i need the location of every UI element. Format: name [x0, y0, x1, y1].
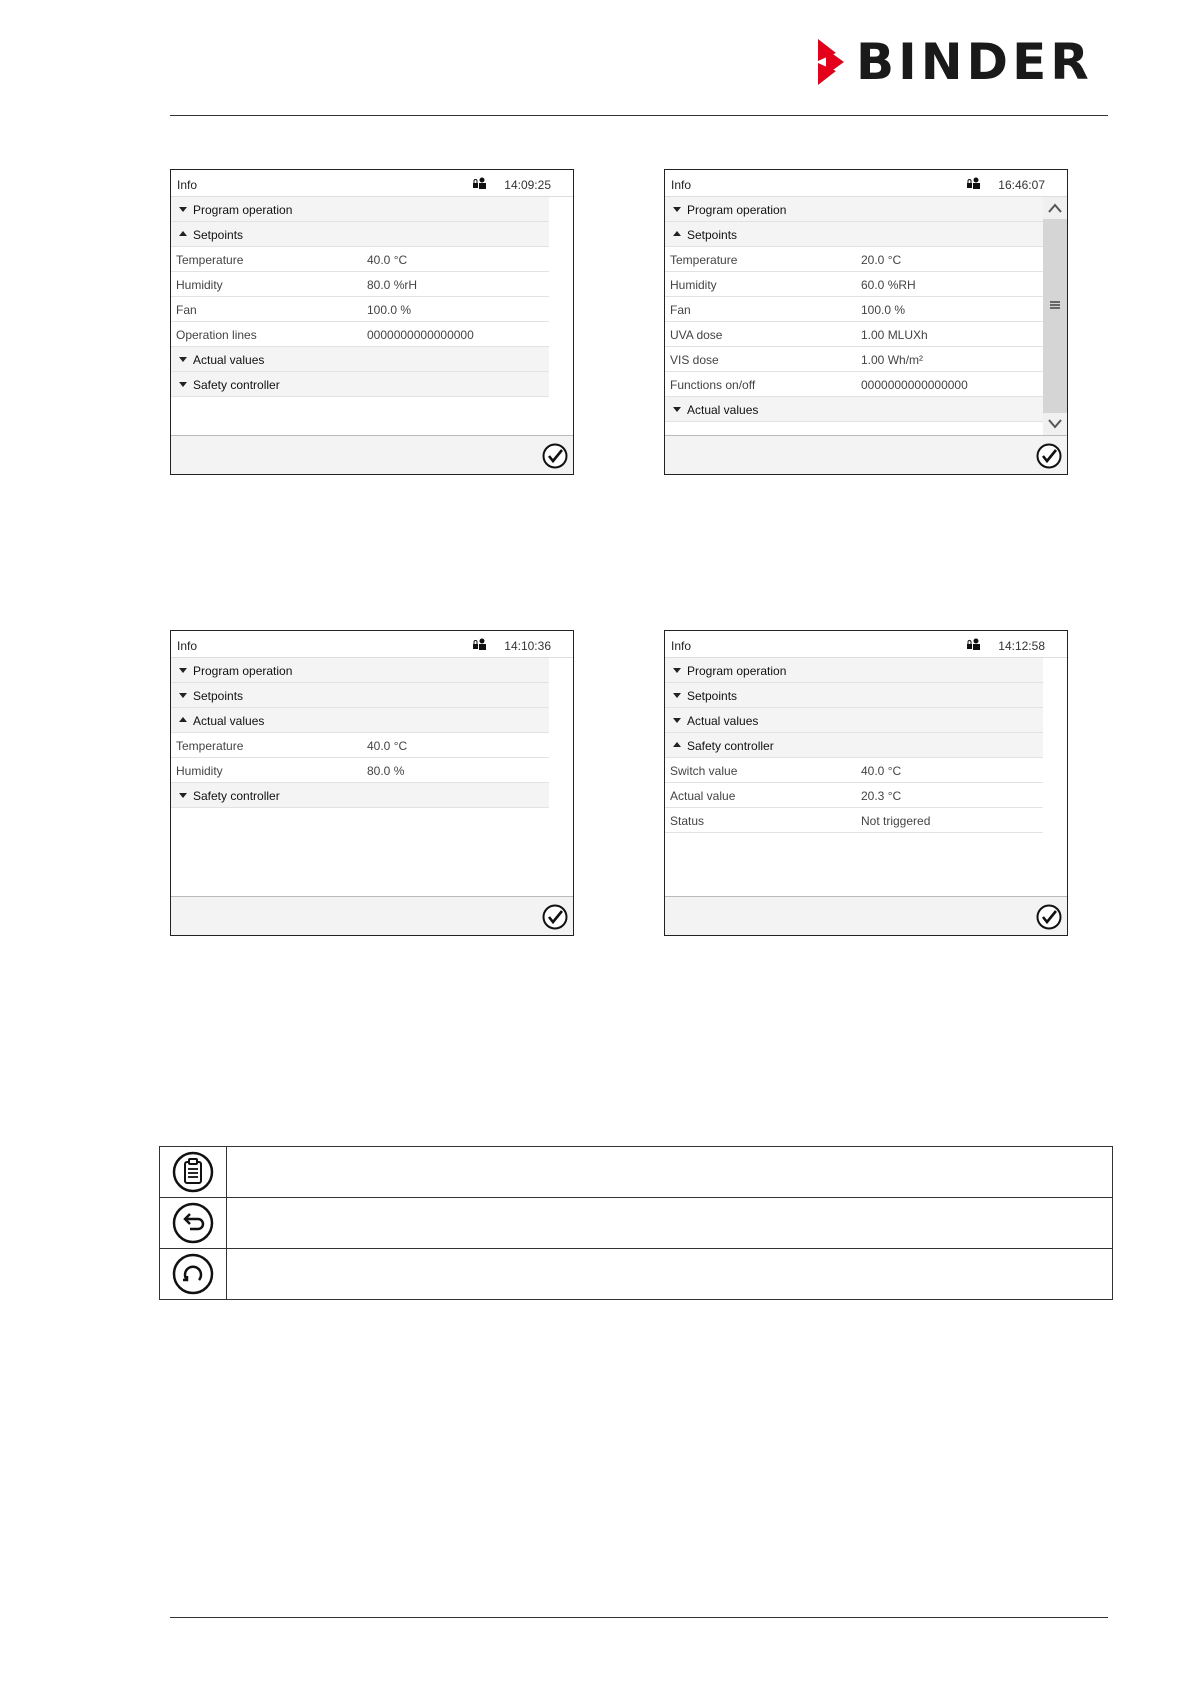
expand-arrow-icon [179, 793, 187, 798]
info-row [171, 272, 549, 297]
section-label: Safety controller [193, 789, 280, 803]
info-value: 80.0 % [367, 764, 405, 778]
collapse-arrow-icon [179, 231, 187, 236]
expand-arrow-icon [673, 668, 681, 673]
section-label: Actual values [193, 714, 265, 728]
legend-text [227, 1198, 1113, 1249]
expand-arrow-icon [673, 693, 681, 698]
section-label: Actual values [687, 403, 759, 417]
expand-arrow-icon [179, 357, 187, 362]
info-row [665, 758, 1043, 783]
info-row [665, 322, 1043, 347]
info-key: Switch value [670, 764, 738, 778]
section-label: Actual values [687, 714, 759, 728]
confirm-check-icon[interactable] [1036, 443, 1062, 469]
screen-title: Info [671, 178, 692, 192]
info-row [171, 733, 549, 758]
legend-row [160, 1198, 1113, 1249]
reset-icon[interactable] [172, 1253, 214, 1295]
section-header-program-operation[interactable] [665, 197, 1043, 222]
clipboard-icon[interactable] [172, 1151, 214, 1193]
legend-row [160, 1249, 1113, 1300]
info-screen-1 [170, 169, 574, 475]
back-arrow-icon[interactable] [172, 1202, 214, 1244]
screen-title: Info [177, 639, 198, 653]
info-row [665, 783, 1043, 808]
screen-clock: 14:10:36 [504, 639, 551, 653]
scrollbar[interactable] [1043, 197, 1067, 435]
section-label: Program operation [687, 203, 787, 217]
info-row [665, 272, 1043, 297]
info-value: 80.0 %rH [367, 278, 418, 292]
user-lock-icon [967, 638, 981, 650]
section-label: Actual values [193, 353, 265, 367]
info-key: Humidity [670, 278, 717, 292]
info-screen-2 [664, 169, 1068, 475]
confirm-check-icon[interactable] [542, 904, 568, 930]
expand-arrow-icon [179, 382, 187, 387]
user-lock-icon [473, 177, 487, 189]
info-row [171, 758, 549, 783]
info-list [171, 197, 549, 397]
brand-name: BINDER [856, 33, 1093, 91]
info-row [171, 297, 549, 322]
screen-footer [665, 435, 1067, 474]
info-value: Not triggered [861, 814, 931, 828]
section-label: Program operation [193, 664, 293, 678]
menu-lines-icon [1048, 297, 1062, 313]
screen-clock: 16:46:07 [998, 178, 1045, 192]
info-list [665, 197, 1043, 422]
info-key: Temperature [176, 253, 244, 267]
screen-header [171, 170, 573, 197]
section-header-actual-values[interactable] [665, 708, 1043, 733]
section-header-setpoints[interactable] [665, 222, 1043, 247]
info-row [665, 808, 1043, 833]
info-value: 40.0 °C [367, 739, 408, 753]
section-header-actual-values[interactable] [171, 708, 549, 733]
info-row [665, 297, 1043, 322]
info-key: VIS dose [670, 353, 719, 367]
info-value: 40.0 °C [861, 764, 902, 778]
info-row [665, 372, 1043, 397]
binder-logo [818, 33, 1108, 91]
screen-title: Info [177, 178, 198, 192]
scroll-up-button[interactable] [1043, 197, 1067, 219]
info-key: Fan [670, 303, 691, 317]
section-header-program-operation[interactable] [171, 658, 549, 683]
collapse-arrow-icon [673, 742, 681, 747]
screen-header [665, 170, 1067, 197]
info-value: 0000000000000000 [861, 378, 968, 392]
section-header-setpoints[interactable] [171, 683, 549, 708]
info-key: Fan [176, 303, 197, 317]
screen-footer [665, 896, 1067, 935]
info-list [665, 658, 1043, 833]
info-screen-3 [170, 630, 574, 936]
info-key: Actual value [670, 789, 736, 803]
screen-header [665, 631, 1067, 658]
info-value: 1.00 MLUXh [861, 328, 928, 342]
chevron-down-icon [1048, 413, 1062, 435]
section-header-actual-values[interactable] [171, 347, 549, 372]
info-list [171, 658, 549, 808]
screen-clock: 14:12:58 [998, 639, 1045, 653]
section-label: Setpoints [193, 228, 244, 242]
legend-text [227, 1147, 1113, 1198]
screen-header [171, 631, 573, 658]
info-key: Temperature [176, 739, 244, 753]
expand-arrow-icon [179, 693, 187, 698]
icon-legend-table [159, 1146, 1113, 1300]
info-row [171, 247, 549, 272]
section-label: Safety controller [193, 378, 280, 392]
confirm-check-icon[interactable] [542, 443, 568, 469]
section-header-setpoints[interactable] [665, 683, 1043, 708]
screen-clock: 14:09:25 [504, 178, 551, 192]
info-screen-4 [664, 630, 1068, 936]
section-header-safety-controller[interactable] [171, 783, 549, 808]
info-key: Humidity [176, 764, 223, 778]
section-label: Setpoints [687, 228, 738, 242]
info-value: 100.0 % [367, 303, 412, 317]
section-header-program-operation[interactable] [665, 658, 1043, 683]
info-value: 100.0 % [861, 303, 906, 317]
info-row [171, 322, 549, 347]
scroll-thumb[interactable] [1043, 297, 1067, 313]
info-row [665, 247, 1043, 272]
info-value: 0000000000000000 [367, 328, 474, 342]
info-key: Temperature [670, 253, 738, 267]
info-key: UVA dose [670, 328, 723, 342]
info-key: Status [670, 814, 705, 828]
info-value: 60.0 %RH [861, 278, 916, 292]
info-key: Humidity [176, 278, 223, 292]
info-value: 20.3 °C [861, 789, 902, 803]
screen-title: Info [671, 639, 692, 653]
section-header-actual-values[interactable] [665, 397, 1043, 422]
chevron-up-icon [1048, 197, 1062, 219]
info-row [665, 347, 1043, 372]
collapse-arrow-icon [673, 231, 681, 236]
expand-arrow-icon [179, 668, 187, 673]
section-header-program-operation[interactable] [171, 197, 549, 222]
info-value: 20.0 °C [861, 253, 902, 267]
top-rule [170, 115, 1108, 116]
section-header-setpoints[interactable] [171, 222, 549, 247]
section-label: Safety controller [687, 739, 774, 753]
user-lock-icon [967, 177, 981, 189]
legend-text [227, 1249, 1113, 1300]
info-key: Operation lines [176, 328, 257, 342]
section-label: Program operation [193, 203, 293, 217]
user-lock-icon [473, 638, 487, 650]
collapse-arrow-icon [179, 717, 187, 722]
bottom-rule [170, 1617, 1108, 1618]
legend-row [160, 1147, 1113, 1198]
section-label: Setpoints [687, 689, 738, 703]
info-key: Functions on/off [670, 378, 756, 392]
confirm-check-icon[interactable] [1036, 904, 1062, 930]
screen-footer [171, 435, 573, 474]
expand-arrow-icon [673, 207, 681, 212]
expand-arrow-icon [673, 718, 681, 723]
binder-logo-icon [818, 39, 848, 85]
info-value: 1.00 Wh/m² [861, 353, 924, 367]
section-label: Program operation [687, 664, 787, 678]
section-header-safety-controller[interactable] [171, 372, 549, 397]
expand-arrow-icon [673, 407, 681, 412]
scroll-down-button[interactable] [1043, 413, 1067, 435]
section-label: Setpoints [193, 689, 244, 703]
expand-arrow-icon [179, 207, 187, 212]
info-value: 40.0 °C [367, 253, 408, 267]
screen-footer [171, 896, 573, 935]
section-header-safety-controller[interactable] [665, 733, 1043, 758]
